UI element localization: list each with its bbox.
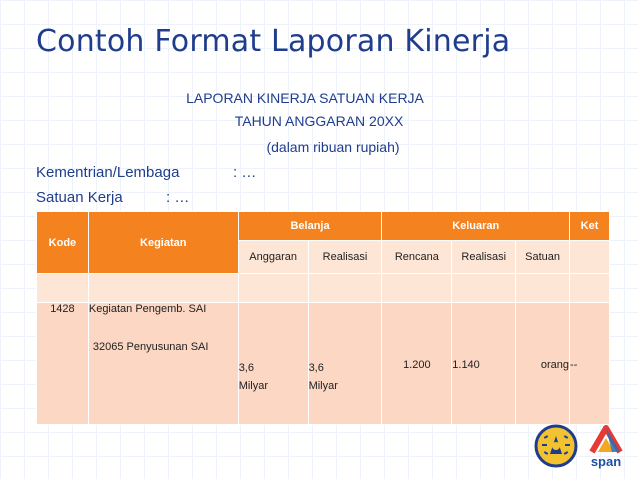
report-unit-note: (dalam ribuan rupiah) [266,139,400,155]
cell-kegiatan [88,303,238,425]
header-kegiatan: Kegiatan [88,212,238,274]
report-year: TAHUN ANGGARAN 20XX [234,113,404,129]
header-kode: Kode [37,212,89,274]
table-row [37,303,610,425]
cell-anggaran: 3,6 Milyar [238,303,308,425]
subheader-realisasi-keluaran: Realisasi [452,241,516,274]
subheader-satuan: Satuan [516,241,570,274]
kementrian-value: : … [233,164,257,181]
header-ket: Ket [570,212,610,241]
performance-report-table [36,211,610,425]
slide-title: Contoh Format Laporan Kinerja [36,24,511,59]
header-keluaran: Keluaran [382,212,570,241]
span-logo [584,422,628,470]
cell-kode: 1428 [37,303,89,425]
cell-realisasi-keluaran: 1.140 [452,303,516,425]
table-row-blank [37,274,610,303]
sub-kegiatan-name: 32065 Penyusunan SAI [92,341,209,353]
cell-realisasi-belanja: 3,6 Milyar [308,303,382,425]
satker-label: Satuan Kerja [36,189,123,206]
subheader-anggaran: Anggaran [238,241,308,274]
cell-ket: -- [570,303,610,425]
kemenkeu-logo [534,424,578,468]
satker-row [36,189,190,206]
kementrian-row [36,164,257,181]
kegiatan-name: Kegiatan Pengemb. SAI [88,303,207,315]
subheader-realisasi-belanja: Realisasi [308,241,382,274]
report-heading: LAPORAN KINERJA SATUAN KERJA [186,90,424,106]
kementrian-label: Kementrian/Lembaga [36,164,180,181]
cell-rencana: 1.200 [382,303,452,425]
cell-satuan: orang [516,303,570,425]
subheader-ket-empty [570,241,610,274]
subheader-rencana: Rencana [382,241,452,274]
header-belanja: Belanja [238,212,382,241]
span-logo-text: span [590,454,622,469]
satker-value: : … [166,189,190,206]
